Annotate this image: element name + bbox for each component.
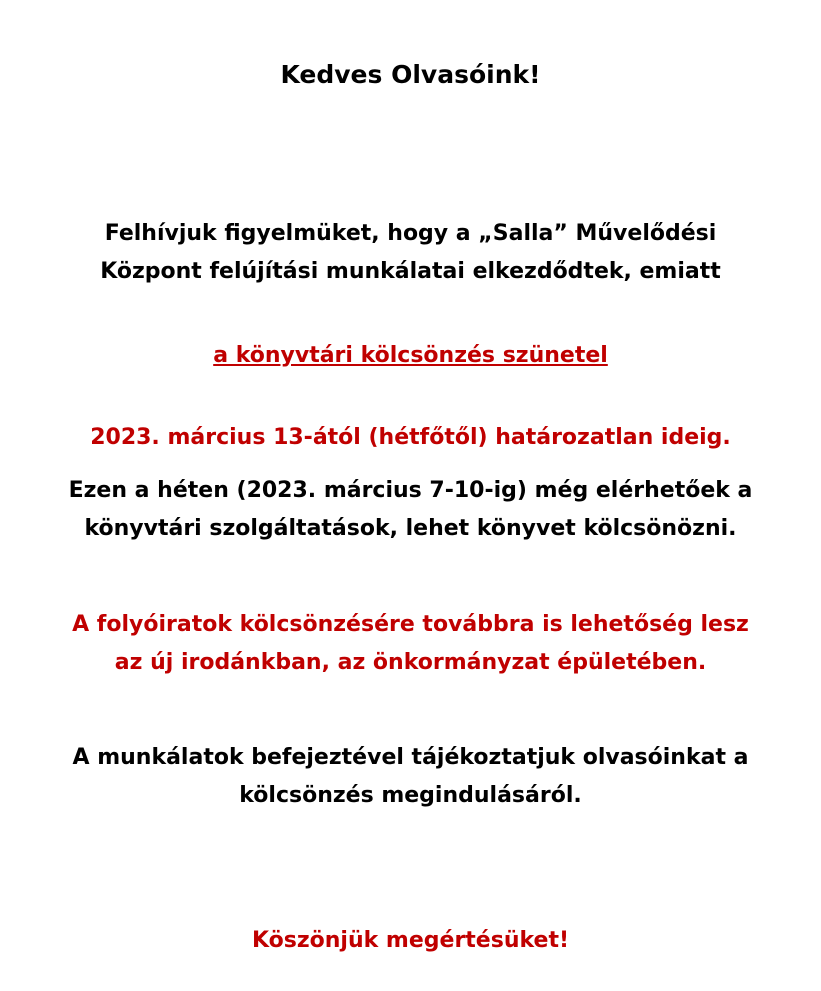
date-notice: 2023. március 13-ától (hétfőtől) határozatlan ideig. [90, 425, 731, 450]
completion-line-1: A munkálatok befejeztével tájékoztatjuk olvasóinkat a [72, 745, 749, 770]
intro-line-1: Felhívjuk figyelmüket, hogy a „Salla” Művelődési [104, 221, 717, 246]
this-week-line-1: Ezen a héten (2023. március 7-10-ig) még elérhetőek a [68, 478, 753, 503]
completion-line-2: kölcsönzés megindulásáról. [239, 783, 582, 808]
periodicals-line-2: az új irodánkban, az önkormányzat épületében. [114, 650, 707, 675]
suspension-notice: a könyvtári kölcsönzés szünetel [213, 343, 608, 368]
intro-line-2: Központ felújítási munkálatai elkezdődtek, emiatt [100, 259, 721, 284]
this-week-line-2: könyvtári szolgáltatások, lehet könyvet kölcsönözni. [84, 516, 737, 541]
page-title: Kedves Olvasóink! [280, 60, 541, 89]
thanks-message: Köszönjük megértésüket! [251, 928, 569, 953]
periodicals-line-1: A folyóiratok kölcsönzésére továbbra is lehetőség lesz [72, 612, 749, 637]
